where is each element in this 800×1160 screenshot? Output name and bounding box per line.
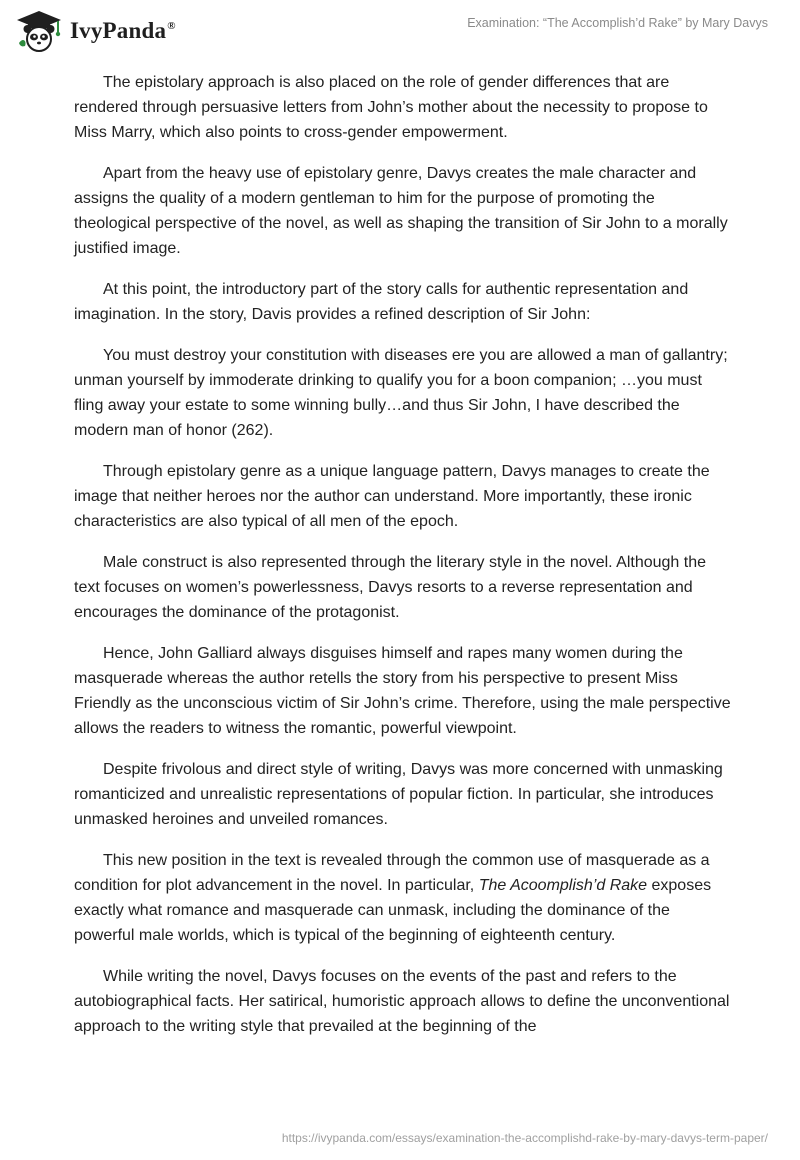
paragraph: Apart from the heavy use of epistolary genre, Davys creates the male character and assigns the quality of a modern gentleman to him for the purpose of promoting the theological perspective of the novel, as well as shaping the transition of Sir John to a morally justified image.: [74, 165, 728, 257]
paragraph-text: exposes exactly what romance and masquerade can unmask, including the dominance of the powerful male worlds, which is typical of the beginning of eighteenth century.: [74, 877, 712, 944]
brand-name: IvyPanda®: [70, 18, 176, 43]
block-quote: You must destroy your constitution with diseases ere you are allowed a man of gallantry; unman yourself by immoderate drinking to qualify you for a boon companion; …you must fling away your estate to some winning bully…and thus Sir John, I have described the modern man of honor (262).: [74, 347, 728, 439]
paragraph: While writing the novel, Davys focuses on the events of the past and refers to the autobiographical facts. Her satirical, humoristic approach allows to define the unconventional approach to the writing style that prevailed at the beginning of the: [74, 968, 730, 1035]
brand-logo[interactable]: [14, 9, 176, 53]
paragraph: Despite frivolous and direct style of writing, Davys was more concerned with unmasking romanticized and unrealistic representations of popular fiction. In particular, she introduces unmasked heroines and unveiled romances.: [74, 761, 723, 828]
page-header: [0, 0, 800, 60]
paragraph: Hence, John Galliard always disguises himself and rapes many women during the masquerade whereas the author retells the story from his perspective to present Miss Friendly as the unconscious victim of Sir John’s crime. Therefore, using the male perspective allows the readers to witness the romantic, powerful viewpoint.: [74, 645, 731, 737]
paragraph: The epistolary approach is also placed on the role of gender differences that are rendered through persuasive letters from John’s mother about the necessity to propose to Miss Marry, which also points to cross-gender empowerment.: [74, 74, 708, 141]
paragraph: Through epistolary genre as a unique language pattern, Davys manages to create the image that neither heroes nor the author can understand. More importantly, these ironic characteristics are also typical of all men of the epoch.: [74, 463, 710, 530]
source-url-link[interactable]: https://ivypanda.com/essays/examination-the-accomplishd-rake-by-mary-davys-term-paper/: [281, 1131, 768, 1145]
document-title: Examination: “The Accomplish’d Rake” by Mary Davys: [467, 16, 768, 30]
paragraph: Male construct is also represented through the literary style in the novel. Although the text focuses on women’s powerlessness, Davys resorts to a reverse representation and encourages the dominance of the protagonist.: [74, 554, 707, 621]
essay-body: [74, 70, 734, 1055]
panda-graduate-icon: [14, 9, 64, 53]
novel-title: The Acoomplish’d Rake: [478, 877, 648, 894]
paragraph: [74, 848, 734, 948]
registered-mark: ®: [167, 20, 176, 33]
paragraph-text: This new position in the text is revealed through the common use of masquerade as a condition for plot advancement in the novel. In particular,: [74, 852, 710, 894]
paragraph: At this point, the introductory part of the story calls for authentic representation and imagination. In the story, Davis provides a refined description of Sir John:: [74, 281, 689, 323]
